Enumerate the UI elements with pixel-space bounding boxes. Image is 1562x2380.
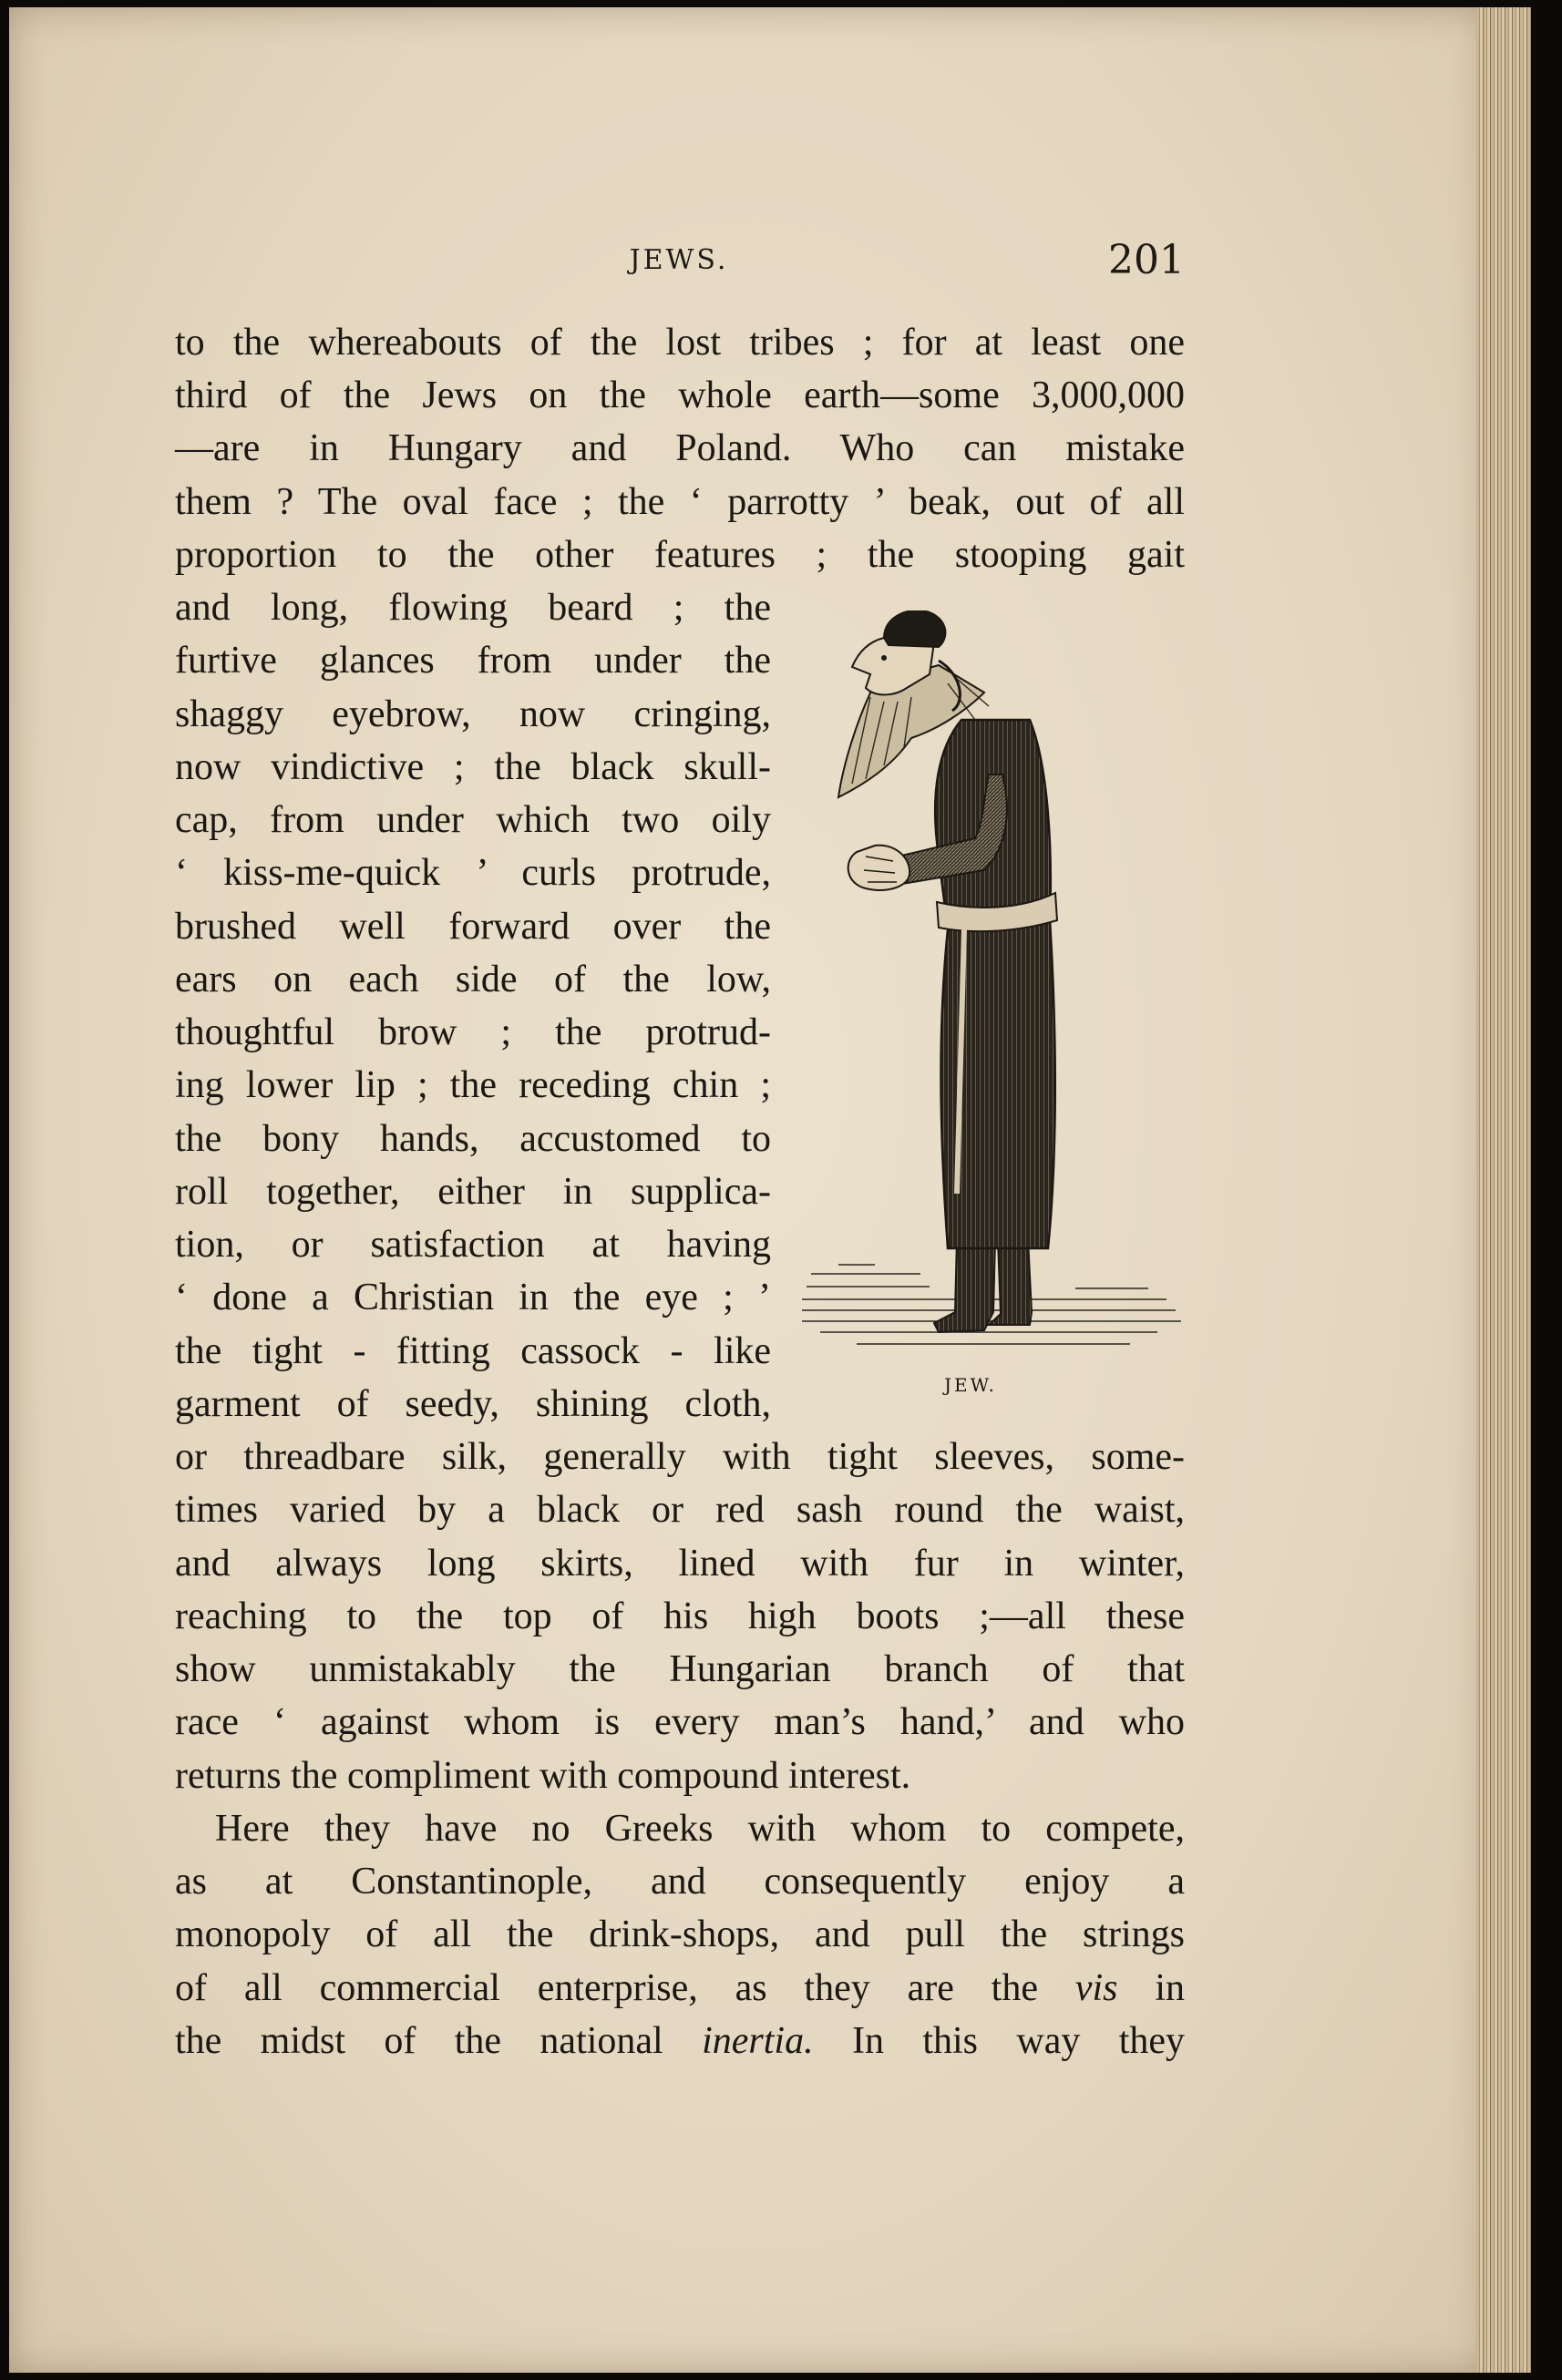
text-line: furtive glances from under the <box>175 640 771 682</box>
figure-caption: JEW. <box>944 1374 998 1396</box>
italic-word: vis <box>1074 1967 1118 2009</box>
text-line: the tight - fitting cassock - like <box>175 1330 771 1372</box>
text-line <box>175 2019 1185 2072</box>
text-line: as at Constantinople, and consequently enjoy a <box>175 1861 1185 1903</box>
text-line: or threadbare silk, generally with tight sleeves, some- <box>175 1436 1185 1478</box>
text-line: ears on each side of the low, <box>175 959 771 1000</box>
text-line: —are in Hungary and Poland. Who can mistake <box>175 427 1185 469</box>
text-line: reaching to the top of his high boots ;—all these <box>175 1595 1185 1637</box>
text-line: race ‘ against whom is every man’s hand,’ and who <box>175 1701 1185 1743</box>
text-line: and long, flowing beard ; the <box>175 587 771 629</box>
text-line: shaggy eyebrow, now cringing, <box>175 693 771 735</box>
skull-cap <box>884 610 945 647</box>
text-line: the bony hands, accustomed to <box>175 1118 771 1160</box>
text-line: ‘ done a Christian in the eye ; ’ <box>175 1277 771 1318</box>
text-line: brushed well forward over the <box>175 906 771 948</box>
text-line: returns the compliment with compound interest. <box>175 1755 911 1797</box>
text-line: garment of seedy, shining cloth, <box>175 1383 771 1425</box>
text-line: proportion to the other features ; the stooping gait <box>175 534 1185 576</box>
text-line: roll together, either in supplica- <box>175 1171 771 1213</box>
text-segment: of all commercial enterprise, as they are the <box>175 1967 1075 2009</box>
text-line: thoughtful brow ; the protrud- <box>175 1011 771 1053</box>
text-line: to the whereabouts of the lost tribes ; for at least one <box>175 322 1185 364</box>
page-header <box>173 237 1185 292</box>
text-line: cap, from under which two oily <box>175 799 771 841</box>
text-line: third of the Jews on the whole earth—some 3,000,000 <box>175 374 1185 416</box>
text-line: and always long skirts, lined with fur in winter, <box>175 1543 1185 1585</box>
running-head: JEWS. <box>629 244 729 276</box>
boots <box>934 1239 995 1332</box>
page-edges <box>1476 7 1531 2373</box>
page-number: 201 <box>1108 237 1185 283</box>
italic-word: inertia. <box>702 2020 814 2062</box>
hands <box>848 846 909 890</box>
text-line: show unmistakably the Hungarian branch of that <box>175 1648 1185 1690</box>
jew-engraving-illustration <box>802 610 1185 1412</box>
text-segment: in <box>1117 1967 1186 2009</box>
text-line: now vindictive ; the black skull- <box>175 746 771 788</box>
text-line: ‘ kiss-me-quick ’ curls protrude, <box>175 852 771 894</box>
text-line: Here they have no Greeks with whom to compete, <box>215 1808 1185 1850</box>
text-line: monopoly of all the drink-shops, and pull the strings <box>175 1913 1185 1955</box>
text-line: ing lower lip ; the receding chin ; <box>175 1064 771 1106</box>
text-segment: the midst of the national <box>175 2020 703 2062</box>
text-segment: In this way they <box>813 2020 1186 2062</box>
text-line: them ? The oval face ; the ‘ parrotty ’ beak, out of all <box>175 481 1185 523</box>
text-line: tion, or satisfaction at having <box>175 1224 771 1266</box>
text-line: times varied by a black or red sash round the waist, <box>175 1489 1185 1531</box>
text-line <box>175 1966 1185 2019</box>
